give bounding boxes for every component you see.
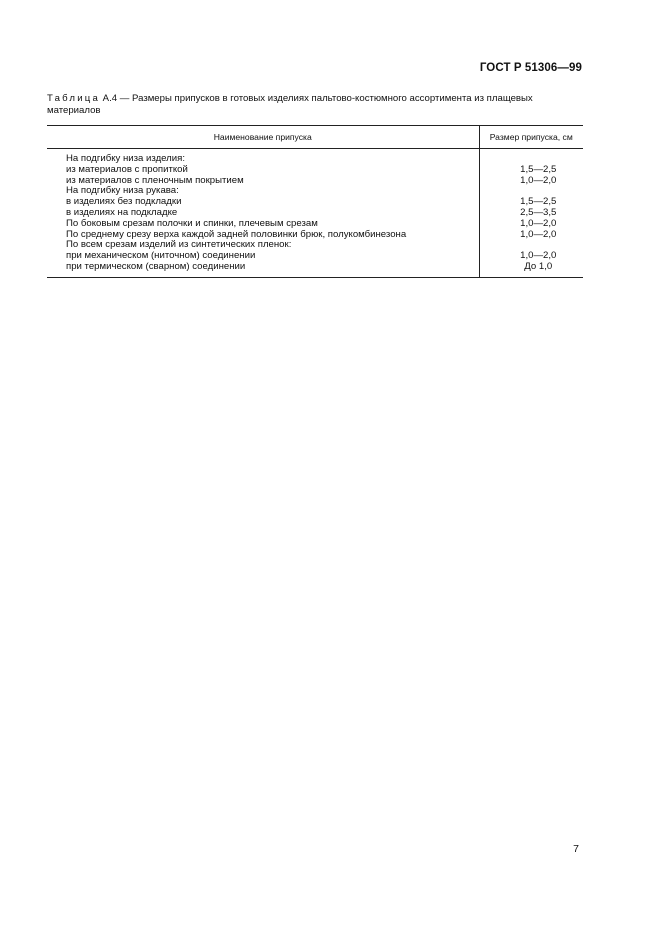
allowance-size-cell: 1,0—2,0 <box>520 228 557 240</box>
table-body <box>47 149 583 278</box>
allowance-name-cell: в изделиях на подкладке <box>47 208 479 219</box>
column-header-size: Размер припуска, см <box>479 126 583 149</box>
allowance-name-cell: при термическом (сварном) соединении <box>47 262 479 273</box>
allowance-size-cell: До 1,0 <box>524 260 553 272</box>
page-number: 7 <box>573 843 579 855</box>
allowance-size-cell: 1,0—2,0 <box>520 174 557 186</box>
allowance-size-cell: 2,5—3,5 <box>520 206 557 218</box>
document-code: ГОСТ Р 51306—99 <box>479 62 582 74</box>
table-caption-label: Таблица <box>47 93 101 104</box>
table-caption-text: А.4 — Размеры припусков в готовых изделиях пальтово-костюмного ассортимента из плащевых материалов <box>47 93 533 116</box>
table-row <box>47 262 583 273</box>
allowance-name-cell: в изделиях без подкладки <box>47 197 479 208</box>
allowance-name-cell: На подгибку низа изделия: <box>47 154 479 165</box>
allowance-size-cell: 1,0—2,0 <box>520 217 557 229</box>
allowance-name-cell: По боковым срезам полочки и спинки, плечевым срезам <box>47 219 479 230</box>
allowance-name-cell: На подгибку низа рукава: <box>47 186 479 197</box>
allowance-table <box>47 125 583 278</box>
allowance-name-cell: при механическом (ниточном) соединении <box>47 251 479 262</box>
table-row <box>47 165 583 176</box>
table-header-row <box>47 126 583 149</box>
allowance-size-cell: 1,5—2,5 <box>520 196 557 208</box>
allowance-name-cell: По среднему срезу верха каждой задней половинки брюк, полукомбинезона <box>47 230 479 241</box>
table-caption <box>47 93 587 116</box>
allowance-size-cell: 1,0—2,0 <box>520 250 557 262</box>
allowance-name-cell: По всем срезам изделий из синтетических пленок: <box>47 240 479 251</box>
column-header-name: Наименование припуска <box>47 126 479 149</box>
table-row <box>47 219 583 230</box>
allowance-name-cell: из материалов с пропиткой <box>47 165 479 176</box>
allowance-size-cell: 1,5—2,5 <box>520 163 557 175</box>
table-bottom-spacer <box>47 273 583 278</box>
allowance-name-cell: из материалов с пленочным покрытием <box>47 176 479 187</box>
